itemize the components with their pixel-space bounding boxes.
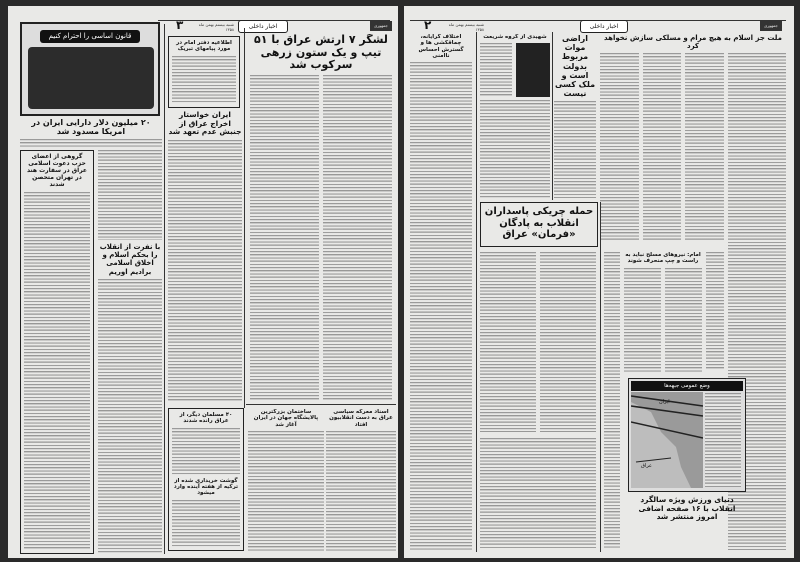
- meat-import-headline: گوشت خریداری شده از ترکیه از هفته آینده وارد میشود: [173, 477, 239, 497]
- land-headline: اراضی موات مربوط بدولت است و ملک کسی نیست: [554, 34, 596, 99]
- article-body-text: [172, 500, 240, 547]
- article-body-text: [172, 56, 236, 104]
- article-body-text: [480, 100, 550, 198]
- banner-title: قانون اساسی را احترام کنیم: [40, 30, 140, 43]
- column-rule: [552, 32, 553, 200]
- article-body-text: [624, 268, 661, 372]
- assets-headline: ۲۰ میلیون دلار دارایی ایران در امریکا مسدود شد: [31, 118, 151, 137]
- article-body-text: [706, 252, 724, 370]
- martyr-headline: شهیدی از گروه شریعت: [483, 34, 547, 40]
- column-container: [168, 111, 242, 401]
- section-label: اخبار داخلی: [580, 20, 628, 33]
- attack-box: حمله چریکی پاسداران انقلاب به پادگان «فرمان» عراق: [480, 202, 598, 247]
- column-rule: [600, 202, 601, 552]
- martyr-photo: [516, 43, 550, 97]
- main-headline: لشگر ۷ ارتش عراق با ۵۱ تیپ و یک ستون زرهی سرکوب شد: [254, 34, 388, 72]
- refinery-headline: ساختمان بزرگترین پالایشگاه جهان در ایران آغاز شد: [253, 409, 319, 428]
- column-container: [98, 150, 162, 554]
- left-newspaper-page: [8, 6, 398, 558]
- article-body-text: [480, 43, 512, 97]
- column-container: [624, 252, 702, 372]
- revolution-headline: با نفرت از انقلاب را بحکم اسلام و اخلاق اسلامی برادیم اوریم: [99, 243, 161, 276]
- article-body-text: [665, 268, 702, 372]
- column-rule: [246, 404, 396, 405]
- article-body-text: [705, 393, 741, 487]
- page-number: ۲: [424, 18, 432, 32]
- imam-office-box: اطلاعیه دفتر امام در مورد پیامهای تبریک: [168, 36, 240, 108]
- left-column: [20, 118, 162, 554]
- date-line: شنبه بیستم بهمن ماه ۱۳۵۸: [448, 22, 484, 32]
- article-body-text: [604, 252, 620, 548]
- article-body-text: [24, 192, 90, 550]
- article-body-text: [98, 150, 162, 240]
- date-line: شنبه بیستم بهمن ماه ۱۳۵۸: [198, 22, 234, 32]
- article-body-text: [172, 428, 240, 475]
- main-headline: ملت جز اسلام به هیچ مرام و مسلکی سازش نخواهد کرد: [604, 34, 782, 51]
- newspaper-logo: جمهوری: [370, 21, 392, 31]
- article-body-text: [480, 438, 596, 548]
- right-newspaper-page: [404, 6, 794, 558]
- column-rule: [164, 24, 165, 554]
- article-body-text: [410, 62, 472, 550]
- article-body-text: [643, 53, 682, 241]
- article-body-text: [326, 431, 396, 551]
- dawa-party-box: گروهی از اعضای حزب دعوت اسلامی عراق در سفارت هند در تهران متحصن شدند: [20, 150, 94, 554]
- article-body-text: [250, 75, 319, 400]
- column-container: [480, 43, 550, 97]
- constitution-banner: [20, 22, 160, 116]
- section-label: اخبار داخلی: [238, 20, 288, 33]
- article-body-text: [480, 252, 536, 432]
- map-title: وضع عمومی جبهه‌ها: [631, 381, 743, 391]
- newspaper-logo: جمهوری: [760, 21, 782, 31]
- column-container: [410, 34, 472, 550]
- column-container: [248, 409, 324, 551]
- map-label-iran: ایران: [659, 399, 670, 405]
- column-container: [250, 75, 392, 400]
- article-body-text: [323, 75, 392, 400]
- column-container: [20, 150, 162, 554]
- column-rule: [244, 28, 245, 408]
- discord-headline: اختلاف گرایانه، چماقکشی ها و گسترش احساس ناامنی: [418, 34, 464, 59]
- column-container: [250, 34, 392, 400]
- imam-headline: امام: نیروهای مسلح نباید به راست و چپ منحرف شوند: [625, 252, 701, 265]
- column-container: [326, 409, 396, 551]
- front-map: [628, 378, 746, 492]
- column-container: [624, 268, 702, 372]
- muslims-box: ۴۰ مسلمان دیگر، از عراق رانده شدند گوشت خریداری شده از ترکیه از هفته آینده وارد میشود: [168, 408, 244, 551]
- map-graphic: [631, 392, 703, 488]
- column-container: [480, 34, 550, 198]
- article-body-text: [540, 252, 596, 432]
- article-body-text: [98, 279, 162, 554]
- article-body-text: [20, 139, 162, 147]
- nonaligned-headline: ایران خواستار اخراج عراق از جنبش عدم تعهد شد: [168, 111, 242, 137]
- sports-note: دنیای ورزش ویژه سالگرد انقلاب با ۱۶ صفحه اضافی امروز منتشر شد: [638, 495, 736, 522]
- banner-image: [28, 47, 154, 109]
- article-body-text: [600, 53, 639, 241]
- article-body-text: [685, 53, 724, 241]
- column-container: [554, 34, 596, 198]
- article-body-text: [554, 101, 596, 198]
- article-body-text: [248, 431, 324, 551]
- documents-headline: اسناد معرکه سیاسی عراق به دست انقلابیون افتاد: [329, 409, 393, 428]
- column-rule: [476, 32, 477, 552]
- map-label-iraq: عراق: [641, 463, 653, 469]
- article-body-text: [168, 140, 242, 401]
- page-number: ۳: [176, 18, 184, 32]
